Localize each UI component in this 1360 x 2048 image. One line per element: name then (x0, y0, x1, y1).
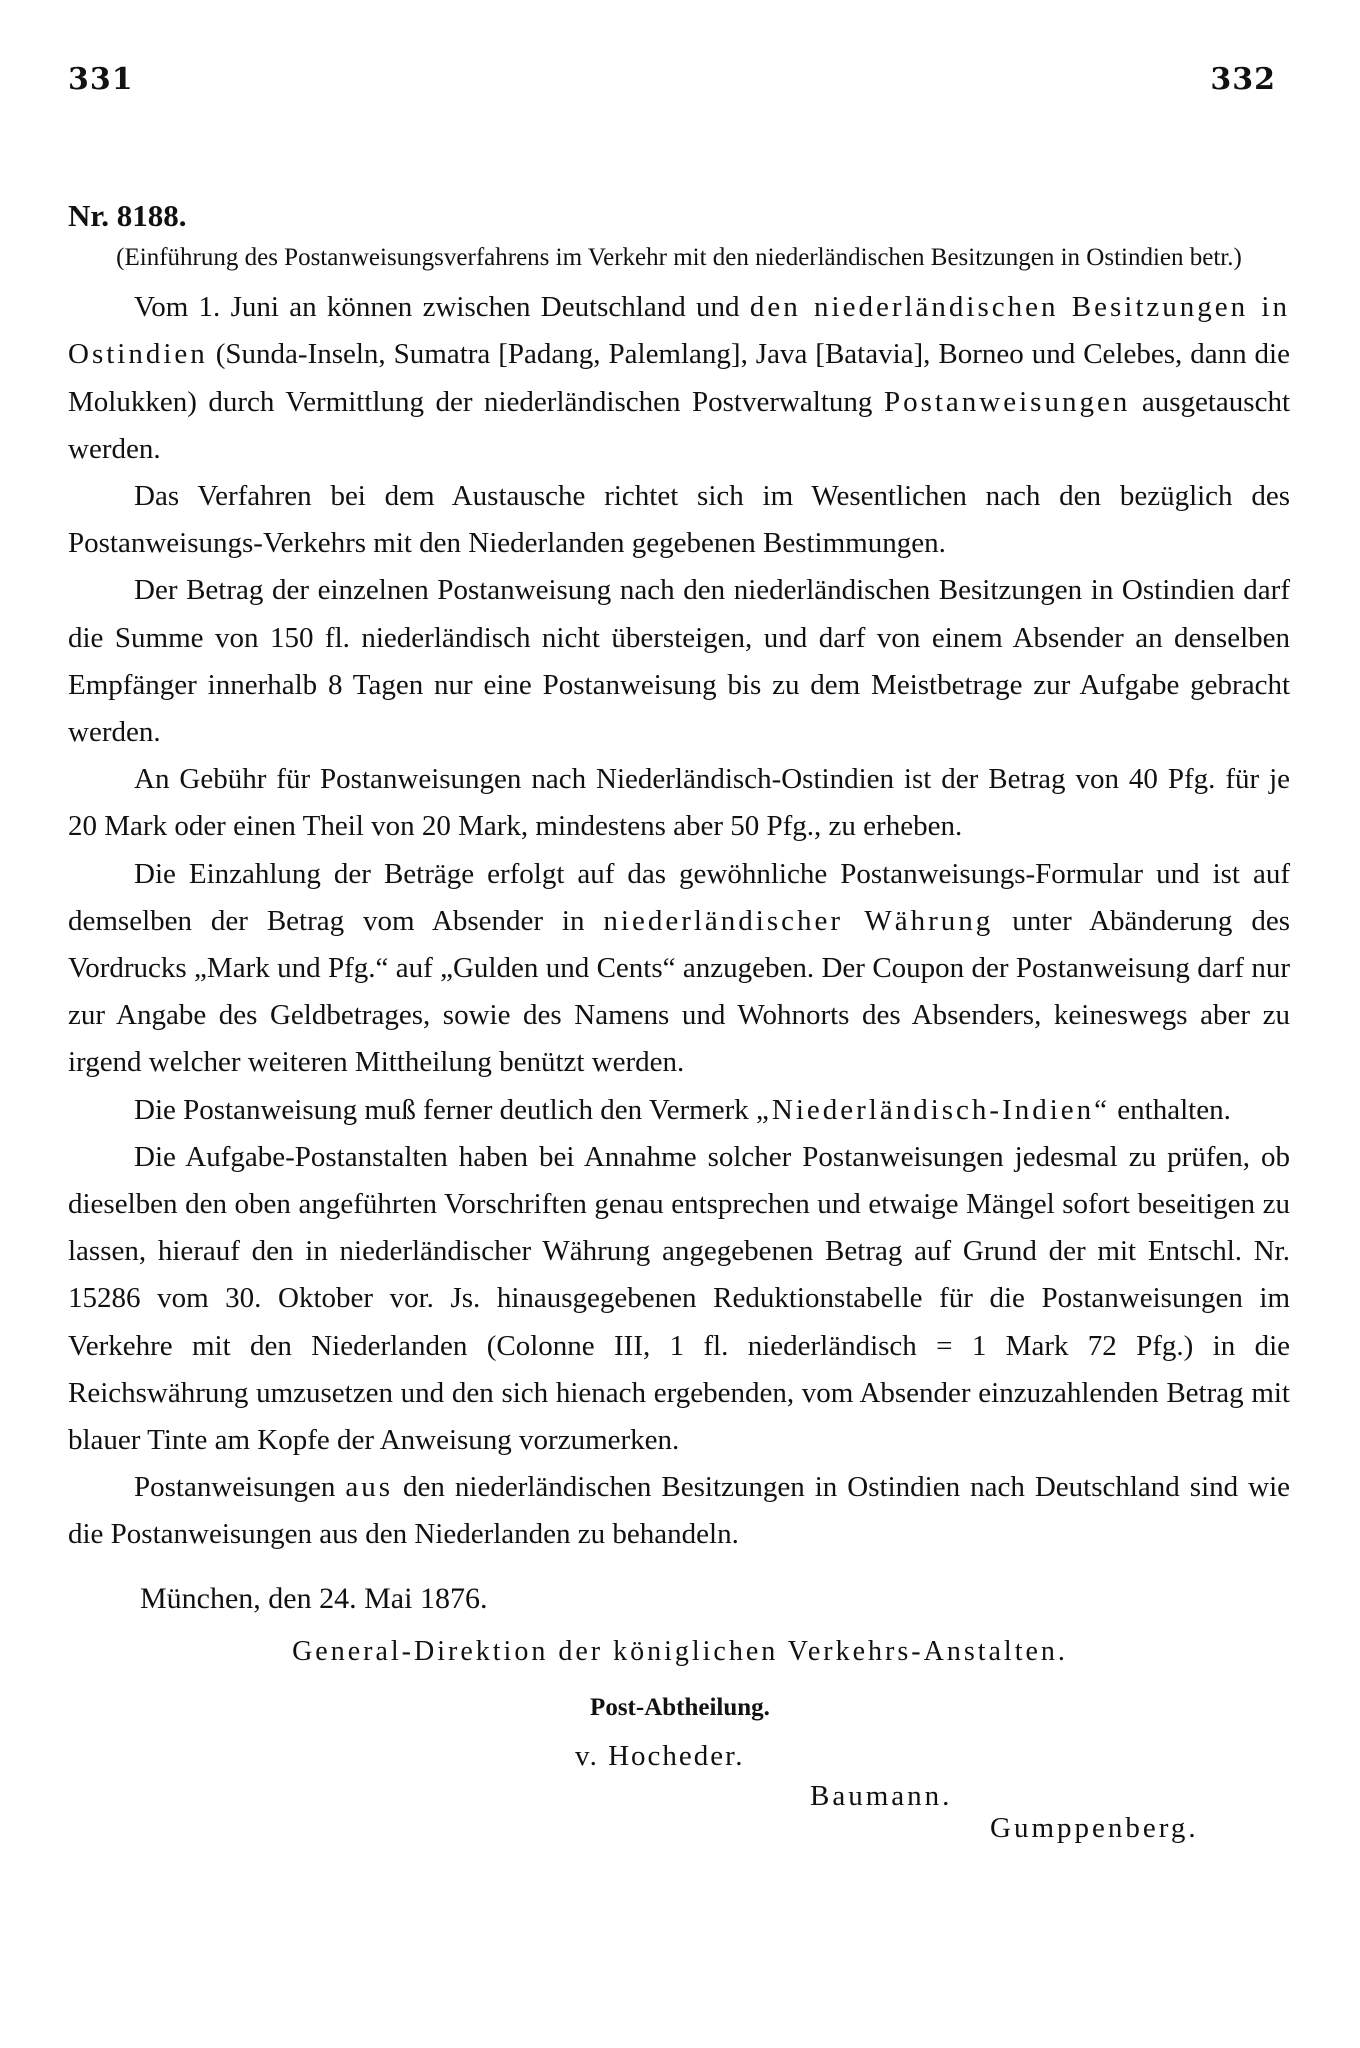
paragraph-8-text-2: den niederländischen Besitzungen in Ostindien nach Deutschland sind wie die Postanweisungen aus den Niederlanden zu behandeln. (68, 1471, 1290, 1551)
paragraph-6-text-2: enthalten. (1110, 1093, 1231, 1126)
place-date: München, den 24. Mai 1876. (140, 1582, 488, 1615)
paragraph-4: An Gebühr für Postanweisungen nach Niederländisch-Ostindien ist der Betrag von 40 Pfg. für je 20 Mark oder einen Theil von 20 Mark, mindestens aber 50 Pfg., zu erheben. (68, 763, 1290, 843)
paragraph-5-text-2: unter Abänderung des Vordrucks „Mark und Pfg.“ auf „Gulden und Cents“ anzugeben. Der Coupon der Postanweisung darf nur zur Angabe des Geldbetrages, sowie des Namens und Wohnorts des Absenders, keineswegs aber zu irgend welcher weiteren Mittheilung benützt werden. (68, 904, 1290, 1079)
paragraph-1-text-2: (Sunda-Inseln, Sumatra [Padang, Palemlang], Java [Batavia], Borneo und Celebes, dann die Molukken) durch Vermittlung der niederländischen Postverwaltung (68, 338, 1290, 418)
signature-block (0, 1582, 1360, 2048)
page-number-right: 332 (1210, 62, 1276, 97)
paragraph-1-text-3: ausgetauscht werden. (68, 385, 1290, 465)
paragraph-7: Die Aufgabe-Postanstalten haben bei Annahme solcher Postanweisungen jedesmal zu prüfen, ob dieselben den oben angeführten Vorschriften genau entsprechen und etwaige Mängel sofort beseitigen zu lassen, hierauf den in niederländischer Währung angegebenen Betrag auf Grund der mit Entschl. Nr. 15286 vom 30. Oktober vor. Js. hinausgegebenen Reduktionstabelle für die Postanweisungen im Verkehre mit den Niederlanden (Colonne III, 1 fl. niederländisch = 1 Mark 72 Pfg.) in die Reichswährung umzusetzen und den sich hienach ergebenden, vom Absender einzuzahlenden Betrag mit blauer Tinte am Kopfe der Anweisung vorzumerken. (68, 1140, 1290, 1457)
paragraph-1-spaced-1: den niederländischen Besitzungen in Ostindien (68, 291, 1290, 371)
paragraph-8 (68, 1464, 1290, 1558)
paragraph-8-spaced-1: aus (345, 1471, 394, 1504)
issuing-authority: General-Direktion der königlichen Verkehrs-Anstalten. (292, 1636, 1068, 1667)
paragraph-1-spaced-2: Postanweisungen (883, 385, 1131, 418)
paragraph-5-text-1: Die Einzahlung der Beträge erfolgt auf das gewöhnliche Postanweisungs-Formular und ist auf demselben der Betrag vom Absender in (68, 857, 1290, 937)
signatory-1: v. Hocheder. (575, 1740, 745, 1772)
paragraph-2: Das Verfahren bei dem Austausche richtet sich im Wesentlichen nach den bezüglich des Postanweisungs-Verkehrs mit den Niederlanden gegebenen Bestimmungen. (68, 480, 1290, 560)
page-number-left: 331 (68, 62, 134, 97)
department: Post-Abtheilung. (590, 1694, 770, 1721)
signatory-2: Baumann. (810, 1780, 953, 1812)
paragraph-6-text-1: Die Postanweisung muß ferner deutlich den Vermerk (134, 1093, 756, 1126)
paragraph-1-text-1: Vom 1. Juni an können zwischen Deutschland und (134, 291, 750, 324)
paragraph-3: Der Betrag der einzelnen Postanweisung nach den niederländischen Besitzungen in Ostindien darf die Summe von 150 fl. niederländisch nicht übersteigen, und darf von einem Absender an denselben Empfänger innerhalb 8 Tagen nur eine Postanweisung bis zu dem Meistbetrage zur Aufgabe gebracht werden. (68, 574, 1290, 749)
paragraph-6-spaced-1: „Niederländisch-Indien“ (756, 1093, 1111, 1126)
paragraph-8-text-1: Postanweisungen (134, 1471, 346, 1504)
document-number: Nr. 8188. (68, 198, 187, 233)
signatory-3: Gumppenberg. (990, 1812, 1199, 1844)
paragraph-1 (68, 284, 1290, 473)
document-body (68, 192, 1290, 1559)
paragraph-5-spaced-1: niederländischer Währung (603, 904, 994, 937)
document-subject: (Einführung des Postanweisungsverfahrens im Verkehr mit den niederländischen Besitzungen in Ostindien betr.) (116, 244, 1242, 272)
paragraph-6 (68, 1087, 1290, 1134)
paragraph-5 (68, 851, 1290, 1087)
